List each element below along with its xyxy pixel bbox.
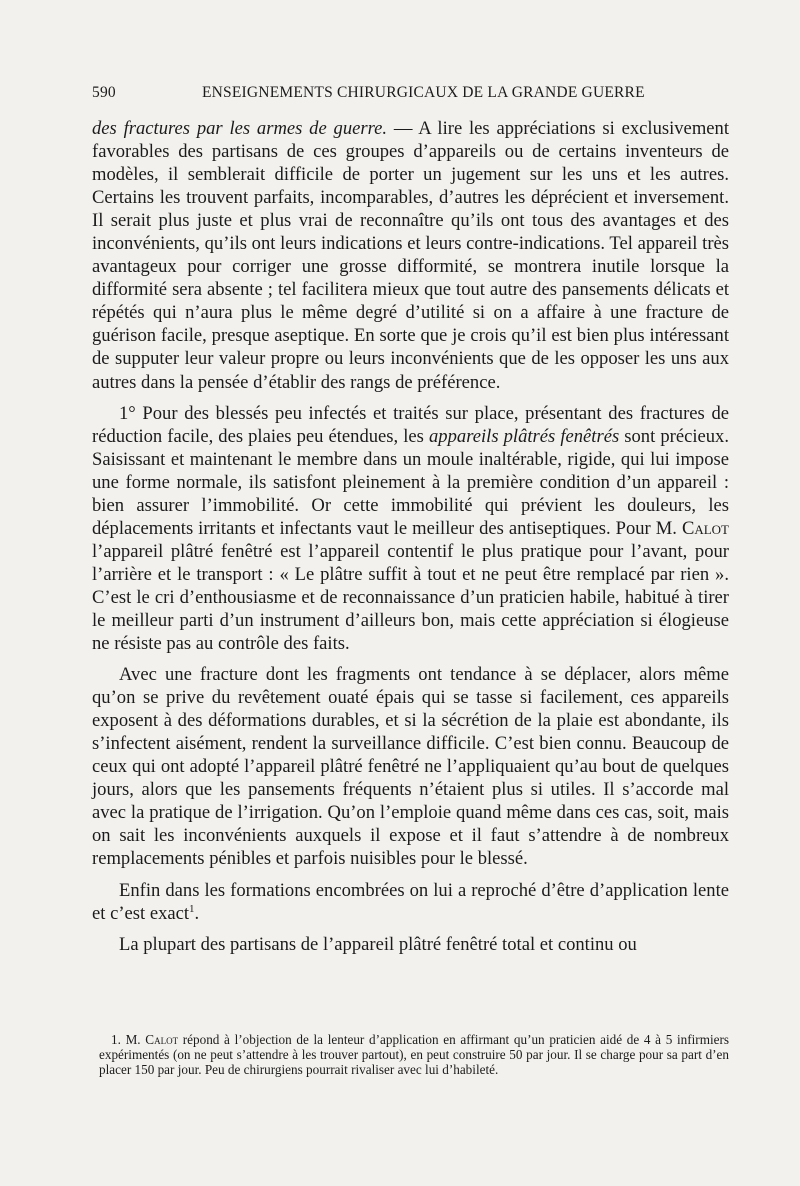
footnote-prefix: M.	[125, 1032, 146, 1047]
paragraph-4-end: .	[194, 902, 200, 924]
author-name: Calot	[681, 517, 729, 539]
footnote-author-name: Calot	[145, 1032, 179, 1047]
italic-heading: des fractures par les armes de guerre.	[92, 118, 388, 139]
body-text	[92, 117, 729, 956]
paragraph-4	[92, 879, 729, 925]
paragraph-2-italic: appareils plâtrés fenêtrés	[429, 425, 620, 447]
paragraph-4-text: Enfin dans les formations encombrées on lui a reproché d’être d’application lente et c’est exact	[92, 879, 729, 924]
footnote-reference: 1	[189, 902, 195, 915]
paragraph-3: Avec une fracture dont les fragments ont tendance à se déplacer, alors même qu’on se prive du revêtement ouaté épais qui se tasse si facilement, ces appareils exposent à des déformations durables, et si la sécrétion de la plaie est abondante, ils s’infectent aisément, rendent la surveillance difficile. C’est bien connu. Beaucoup de ceux qui ont adopté l’appareil plâtré fenêtré ne l’appliquaient qu’au bout de quelques jours, alors que les pansements fréquents n’étaient plus si utiles. Il s’accorde mal avec la pratique de l’irrigation. Qu’on l’emploie quand même dans ces cas, soit, mais on sait les inconvénients auxquels il expose et il faut s’attendre à de nombreux remplacements pénibles et parfois nuisibles pour le blessé.	[92, 664, 729, 870]
footnote-text	[99, 1032, 729, 1077]
paragraph-2-end: l’appareil plâtré fenêtré est l’appareil contentif le plus pratique pour l’avant, pour l’arrière et le transport : « Le plâtre suffit à tout et ne peut être remplacé par rien ». C’est le cri d’enthousiasme et de reconnaissance d’un praticien habile, habitué à tirer le meilleur parti d’un instrument d’ailleurs bon, mais cette appréciation si élogieuse ne résiste pas au contrôle des faits.	[92, 540, 729, 655]
paragraph-2	[92, 402, 729, 656]
page-header	[92, 84, 728, 106]
footnote-marker: 1.	[111, 1032, 121, 1047]
paragraph-2-mid: sont précieux. Saisissant et maintenant le membre dans un moule inaltérable, rigide, qui lui impose une forme normale, ils satisfont pleinement à la première condition d’un appareil : bien assurer l’immobilité. Or cette immobilité qui prévient les douleurs, les déplacements irritants et infectants vaut le meilleur des antiseptiques. Pour M.	[92, 425, 729, 539]
page-number: 590	[92, 84, 116, 101]
footnote-body: répond à l’objection de la lenteur d’application en affirmant qu’un praticien aidé de 4 à 5 infirmiers expérimentés (on ne peut s’attendre à les trouver partout), en peut construire 50 par jour. Il se charge pour sa part d’en placer 150 par jour. Peu de chirurgiens pourrait rivaliser avec lui d’habileté.	[99, 1032, 729, 1077]
paragraph-5: La plupart des partisans de l’appareil plâtré fenêtré total et continu ou	[119, 933, 637, 955]
paragraph-2-start: 1° Pour des blessés peu infectés et traités sur place, présentant des fractures de réduction facile, des plaies peu étendues, les	[92, 402, 729, 447]
footnote	[99, 1032, 729, 1077]
paragraph-1-text: — A lire les appréciations si exclusivement favorables des partisans de ces groupes d’appareils ou de certains inventeurs de modèles, il semblerait difficile de porter un jugement sur les uns et les autres. Certains les trouvent parfaits, incomparables, d’autres les déprécient et inversement. Il serait plus juste et plus vrai de reconnaître qu’ils ont tous des avantages et des inconvénients, qu’ils ont leurs indications et leurs contre-indications. Tel appareil très avantageux pour corriger une grosse difformité, se montrera inutile lorsque la difformité sera absente ; tel facilitera mieux que tout autre des pansements délicats et répétés qui n’aura plus le même degré d’utilité si on a affaire à une fracture de guérison facile, presque aseptique. En sorte que je crois qu’il est bien plus intéressant de supputer leur valeur propre ou leurs inconvénients que de les opposer les uns aux autres dans la pensée d’établir des rangs de préférence.	[92, 118, 729, 393]
paragraph-1	[92, 117, 729, 394]
running-title: ENSEIGNEMENTS CHIRURGICAUX DE LA GRANDE GUERRE	[202, 84, 645, 101]
